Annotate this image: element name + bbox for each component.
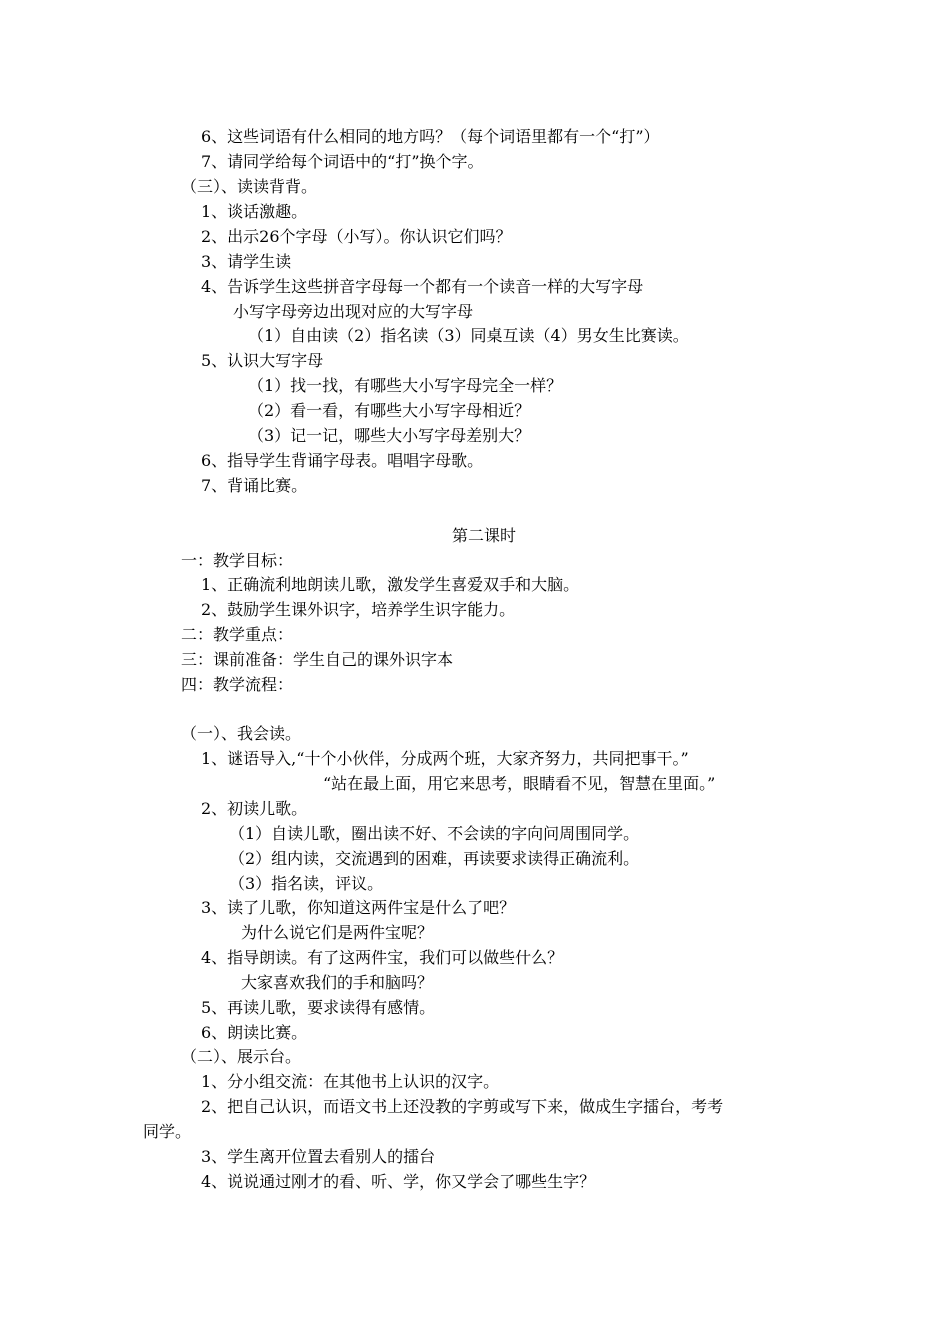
section-heading: （一）、我会读。 [181, 724, 302, 743]
text-line: 4、告诉学生这些拼音字母每一个都有一个读音一样的大写字母 [201, 277, 644, 296]
text-line: 5、认识大写字母 [201, 351, 324, 370]
text-line: 2、把自己认识，而语文书上还没教的字剪或写下来，做成生字擂台，考考 [201, 1097, 724, 1116]
text-line: 7、背诵比赛。 [201, 476, 308, 495]
text-line: （2）组内读，交流遇到的困难，再读要求读得正确流利。 [229, 849, 640, 868]
section-heading: 二：教学重点： [181, 625, 294, 644]
text-line: 7、请同学给每个词语中的“打”换个字。 [201, 152, 484, 171]
section-heading: 一：教学目标： [181, 551, 294, 570]
text-line: （3）指名读，评议。 [229, 874, 384, 893]
text-line: 3、读了儿歌，你知道这两件宝是什么了吧？ [201, 898, 516, 917]
text-line: 2、鼓励学生课外识字，培养学生识字能力。 [201, 600, 516, 619]
text-line: 为什么说它们是两件宝呢？ [241, 923, 434, 942]
text-line: 3、请学生读 [201, 252, 292, 271]
section-heading: 四：教学流程： [181, 675, 294, 694]
text-line: （3）记一记，哪些大小写字母差别大？ [248, 426, 531, 445]
text-line: （1）找一找，有哪些大小写字母完全一样？ [248, 376, 563, 395]
section-heading: （三）、读读背背。 [181, 177, 318, 196]
section-heading: （二）、展示台。 [181, 1047, 302, 1066]
section-heading: 三：课前准备：学生自己的课外识字本 [181, 650, 454, 669]
text-line: 6、这些词语有什么相同的地方吗？（每个词语里都有一个“打”） [201, 127, 660, 146]
text-line: 4、指导朗读。有了这两件宝，我们可以做些什么？ [201, 948, 564, 967]
text-line: “站在最上面，用它来思考，眼睛看不见，智慧在里面。” [323, 774, 716, 793]
text-line: （1）自由读（2）指名读（3）同桌互读（4）男女生比赛读。 [248, 326, 689, 345]
text-line: 1、谈话激趣。 [201, 202, 308, 221]
text-line: 大家喜欢我们的手和脑吗？ [241, 973, 434, 992]
text-line: （2）看一看，有哪些大小写字母相近？ [248, 401, 531, 420]
text-line: 6、指导学生背诵字母表。唱唱字母歌。 [201, 451, 484, 470]
text-line: 2、出示26个字母（小写）。你认识它们吗？ [201, 227, 512, 246]
text-line: 小写字母旁边出现对应的大写字母 [233, 302, 474, 321]
text-line: 1、正确流利地朗读儿歌，激发学生喜爱双手和大脑。 [201, 575, 580, 594]
text-line: 1、分小组交流：在其他书上认识的汉字。 [201, 1072, 500, 1091]
text-line: 同学。 [143, 1122, 192, 1141]
text-line: 6、朗读比赛。 [201, 1023, 308, 1042]
text-line: （1）自读儿歌，圈出读不好、不会读的字向问周围同学。 [229, 824, 640, 843]
lesson-title: 第二课时 [452, 526, 517, 545]
text-line: 3、学生离开位置去看别人的擂台 [201, 1147, 436, 1166]
text-line: 4、说说通过刚才的看、听、学，你又学会了哪些生字？ [201, 1172, 596, 1191]
text-line: 5、再读儿歌，要求读得有感情。 [201, 998, 436, 1017]
text-line: 2、初读儿歌。 [201, 799, 308, 818]
text-line: 1、谜语导入,“十个小伙伴，分成两个班，大家齐努力，共同把事干。” [201, 749, 689, 768]
